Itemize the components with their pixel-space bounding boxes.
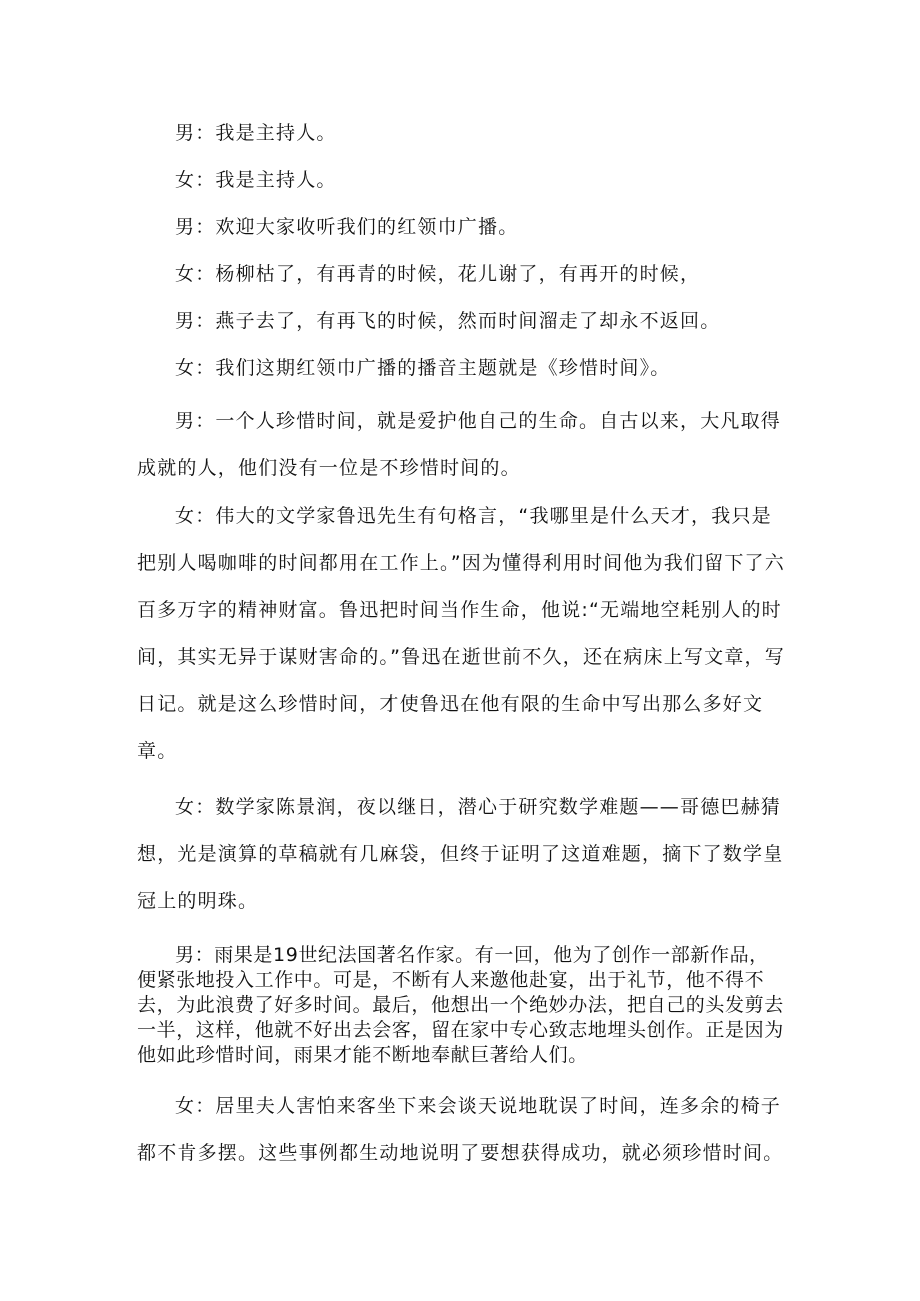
paragraph-7: 男：一个人珍惜时间，就是爱护他自己的生命。自古以来，大凡取得成就的人，他们没有一位是不珍惜时间的。 [137, 410, 782, 479]
paragraph-11: 女：居里夫人害怕来客坐下来会谈天说地耽误了时间，连多余的椅子都不肯多摆。这些事例都生动地说明了要想获得成功，就必须珍惜时间。 [137, 1095, 784, 1164]
paragraph-9: 女：数学家陈景润，夜以继日，潜心于研究数学难题——哥德巴赫猜想，光是演算的草稿就有几麻袋，但终于证明了这道难题，摘下了数学皇冠上的明珠。 [137, 796, 784, 912]
paragraph-5: 男：燕子去了，有再飞的时候，然而时间溜走了却永不返回。 [175, 310, 721, 332]
paragraph-6: 女：我们这期红领巾广播的播音主题就是《珍惜时间》。 [175, 357, 671, 379]
paragraph-3: 男：欢迎大家收听我们的红领巾广播。 [175, 216, 519, 238]
paragraph-10: 男：雨果是19世纪法国著名作家。有一回，他为了创作一部新作品，便紧张地投入工作中。可是，不断有人来邀他赴宴，出于礼节，他不得不去，为此浪费了好多时间。最后，他想出一个绝妙办法，把自己的头发剪去一半，这样，他就不好出去会客，留在家中专心致志地埋头创作。正是因为他如此珍惜时间，雨果才能不断地奉献巨著给人们。 [137, 944, 784, 1066]
paragraph-1: 男：我是主持人。 [175, 122, 337, 144]
paragraph-4: 女：杨柳枯了，有再青的时候，花儿谢了，有再开的时候， [175, 263, 701, 285]
paragraph-2: 女：我是主持人。 [175, 169, 337, 191]
paragraph-8: 女：伟大的文学家鲁迅先生有句格言，“我哪里是什么天才，我只是把别人喝咖啡的时间都用在工作上。”因为懂得利用时间他为我们留下了六百多万字的精神财富。鲁迅把时间当作生命，他说:“无端地空耗别人的时间，其实无异于谋财害命的。”鲁迅在逝世前不久，还在病床上写文章，写日记。就是这么珍惜时间，才使鲁迅在他有限的生命中写出那么多好文章。 [137, 505, 785, 762]
